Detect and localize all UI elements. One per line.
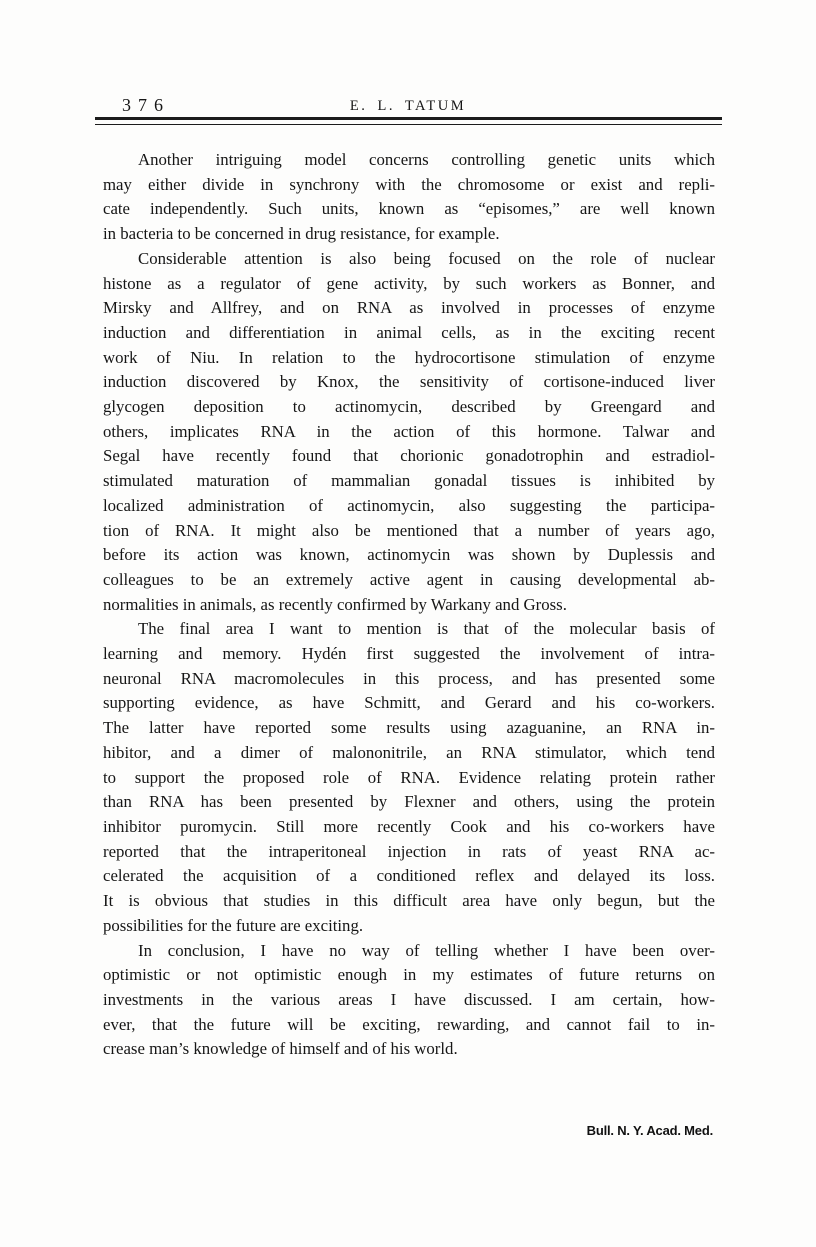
text-line: than RNA has been presented by Flexner and others, using the protein (103, 792, 715, 812)
text-line: before its action was known, actinomycin was shown by Duplessis and (103, 545, 715, 565)
page-text (103, 148, 715, 1062)
text-line: work of Niu. In relation to the hydrocortisone stimulation of enzyme (103, 347, 715, 367)
text-line: normalities in animals, as recently confirmed by Warkany and Gross. (103, 594, 567, 614)
text-line: in bacteria to be concerned in drug resistance, for example. (103, 224, 500, 244)
text-line: Another intriguing model concerns controlling genetic units which (138, 150, 715, 169)
paragraph (103, 617, 715, 938)
text-line: The final area I want to mention is that of the molecular basis of (138, 619, 715, 639)
text-line: ever, that the future will be exciting, rewarding, and cannot fail to in- (103, 1014, 715, 1034)
text-line: Considerable attention is also being focused on the role of nuclear (138, 248, 715, 268)
text-line: may either divide in synchrony with the chromosome or exist and repli- (103, 174, 715, 194)
text-line: inhibitor puromycin. Still more recently Cook and his co-workers have (103, 816, 715, 836)
text-line: The latter have reported some results using azaguanine, an RNA in- (103, 718, 715, 738)
text-line: crease man’s knowledge of himself and of his world. (103, 1039, 458, 1059)
text-line: investments in the various areas I have discussed. I am certain, how- (103, 989, 715, 1009)
text-line: supporting evidence, as have Schmitt, and Gerard and his co-workers. (103, 693, 715, 713)
paragraph (103, 939, 715, 1063)
text-line: cate independently. Such units, known as “episomes,” are well known (103, 199, 715, 219)
text-line: to support the proposed role of RNA. Evidence relating protein rather (103, 767, 715, 787)
page-number: 376 (122, 95, 170, 115)
text-line: glycogen deposition to actinomycin, described by Greengard and (103, 397, 715, 417)
paragraph (103, 247, 715, 618)
text-line: possibilities for the future are exciting. (103, 915, 364, 935)
running-head: E. L. TATUM (349, 98, 467, 114)
text-line: reported that the intraperitoneal injection in rats of yeast RNA ac- (103, 841, 715, 861)
text-line: stimulated maturation of mammalian gonadal tissues is inhibited by (103, 471, 715, 491)
paragraph (103, 148, 715, 247)
text-line: It is obvious that studies in this difficult area have only begun, but the (103, 891, 715, 911)
text-line: induction and differentiation in animal cells, as in the exciting recent (103, 322, 715, 342)
text-line: colleagues to be an extremely active agent in causing developmental ab- (103, 569, 715, 589)
text-line: Mirsky and Allfrey, and on RNA as involved in processes of enzyme (103, 298, 715, 318)
text-line: optimistic or not optimistic enough in my estimates of future returns on (103, 965, 715, 985)
text-line: hibitor, and a dimer of malononitrile, an RNA stimulator, which tend (103, 742, 715, 762)
text-line: induction discovered by Knox, the sensitivity of cortisone-induced liver (103, 372, 715, 392)
text-line: localized administration of actinomycin, also suggesting the participa- (103, 495, 715, 515)
text-line: histone as a regulator of gene activity, by such workers as Bonner, and (103, 273, 715, 293)
text-line: learning and memory. Hydén first suggested the involvement of intra- (103, 644, 715, 664)
text-line: Segal have recently found that chorionic gonadotrophin and estradiol- (103, 446, 715, 466)
text-line: others, implicates RNA in the action of this hormone. Talwar and (103, 421, 715, 441)
text-line: tion of RNA. It might also be mentioned that a number of years ago, (103, 520, 715, 540)
text-line: celerated the acquisition of a conditioned reflex and delayed its loss. (103, 866, 715, 886)
header-rule (95, 117, 722, 125)
text-line: In conclusion, I have no way of telling whether I have been over- (138, 940, 715, 960)
journal-footer: Bull. N. Y. Acad. Med. (586, 1123, 713, 1138)
text-line: neuronal RNA macromolecules in this process, and has presented some (103, 668, 715, 688)
